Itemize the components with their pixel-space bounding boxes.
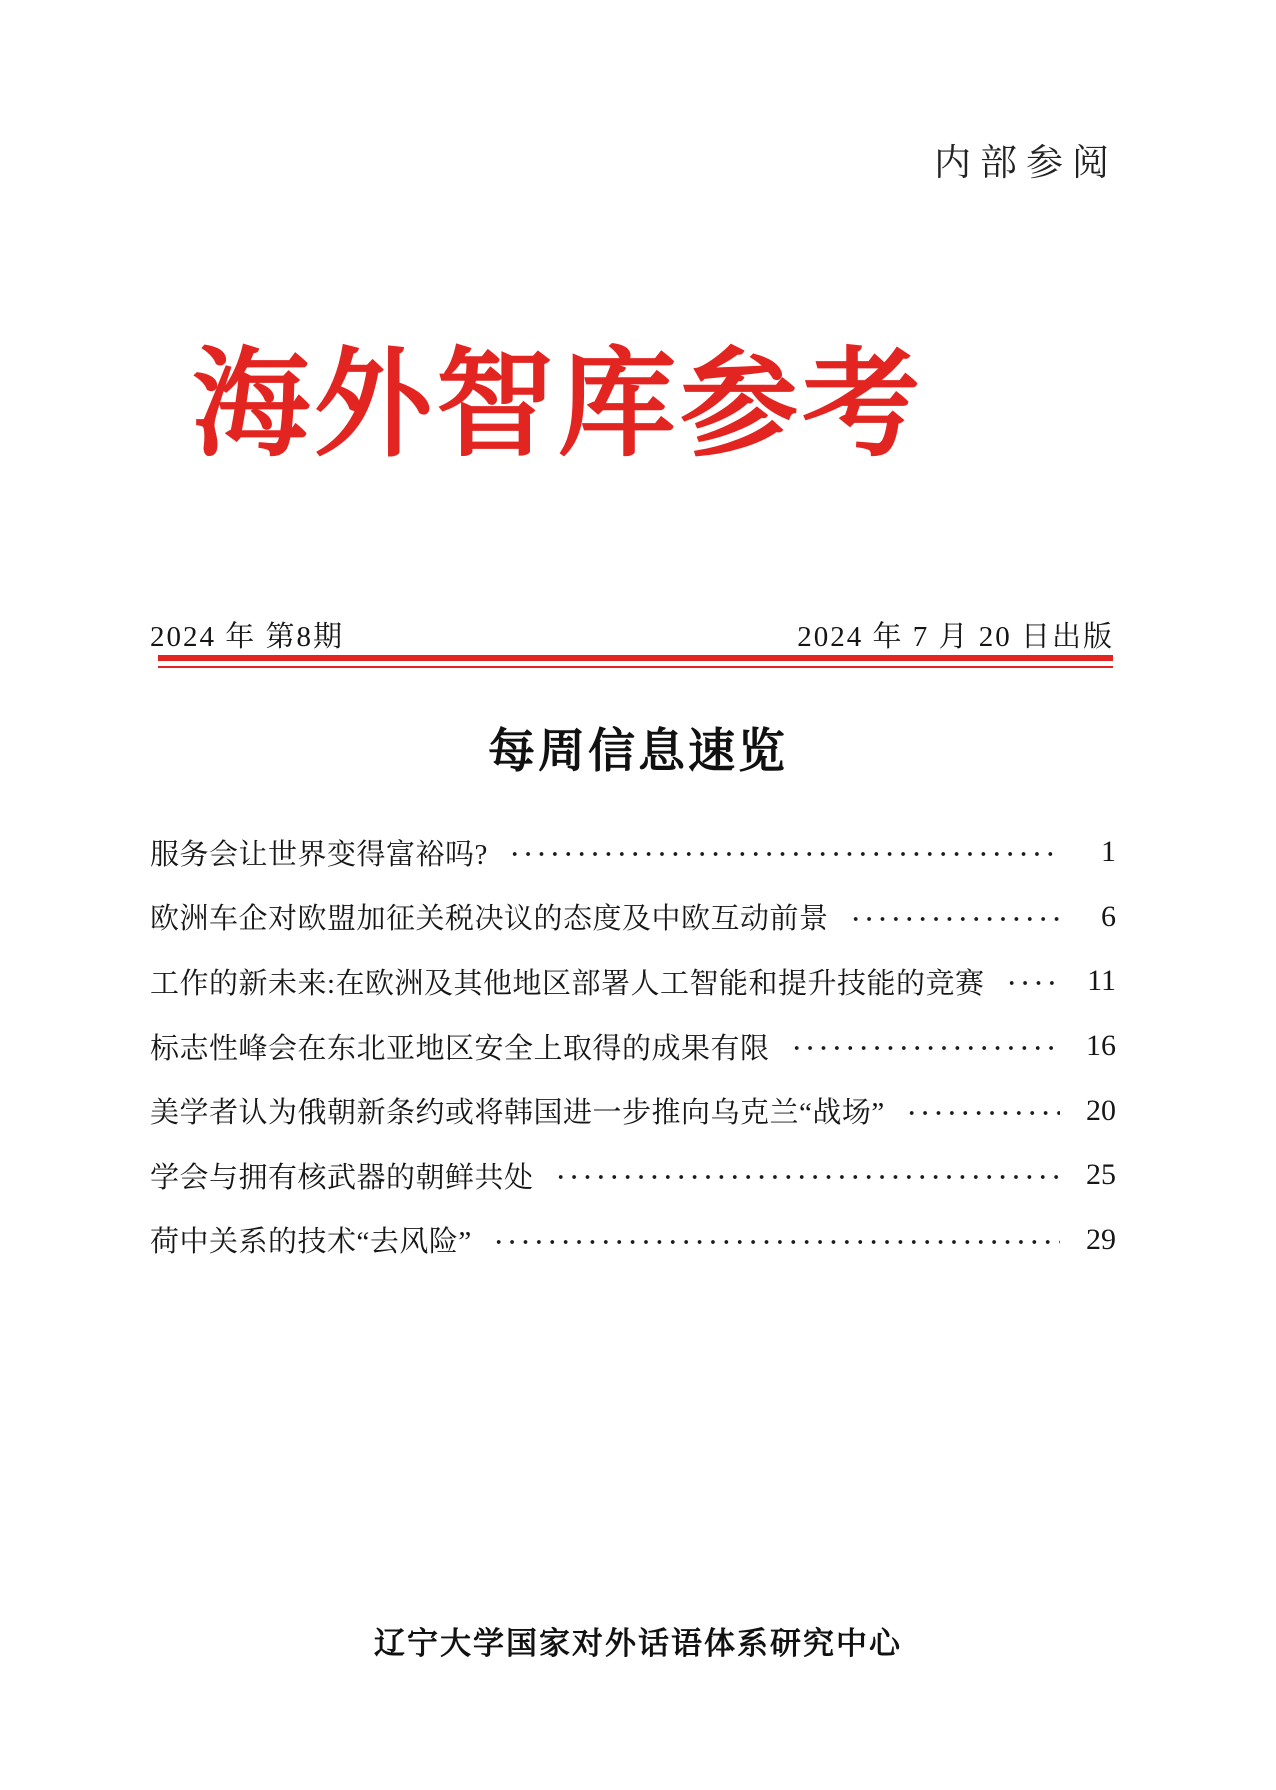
toc-entry-page: 11: [1087, 964, 1116, 998]
red-rule-thin: [158, 666, 1113, 668]
issue-number: 2024 年 第8期: [150, 621, 345, 653]
journal-title: 海外智库参考: [192, 340, 925, 471]
publisher-name: 辽宁大学国家对外话语体系研究中心: [374, 1626, 902, 1661]
toc-entry: [150, 1143, 1116, 1208]
toc-entry: [150, 1208, 1116, 1273]
toc-entry: [150, 1014, 1116, 1079]
toc-entry-title: 欧洲车企对欧盟加征关税决议的态度及中欧互动前景: [150, 903, 829, 936]
dot-leader: [554, 1174, 1060, 1180]
dot-leader: [790, 1045, 1060, 1051]
red-rule-thick: [158, 655, 1113, 661]
toc-entry-title: 学会与拥有核武器的朝鲜共处: [150, 1161, 534, 1194]
dot-leader: [508, 851, 1060, 857]
dot-leader: [905, 1110, 1060, 1116]
toc-entry-title: 服务会让世界变得富裕吗?: [150, 838, 488, 871]
dot-leader: [492, 1239, 1060, 1245]
toc-entry-title: 标志性峰会在东北亚地区安全上取得的成果有限: [150, 1032, 770, 1065]
issue-line: [150, 614, 1114, 655]
publish-date: 2024 年 7 月 20 日出版: [797, 621, 1114, 653]
toc-entry: [150, 949, 1116, 1014]
toc-entry-page: 20: [1086, 1093, 1116, 1127]
toc-entry-page: 29: [1086, 1222, 1116, 1256]
dot-leader: [849, 916, 1060, 922]
weekly-digest-heading: 每周信息速览: [488, 724, 788, 777]
dot-leader: [1005, 980, 1060, 986]
toc-entry-page: 6: [1101, 899, 1116, 933]
toc-entry-title: 荷中关系的技术“去风险”: [150, 1226, 472, 1259]
toc-entry-title: 工作的新未来:在欧洲及其他地区部署人工智能和提升技能的竞赛: [150, 967, 985, 1000]
toc-entry-page: 25: [1086, 1158, 1116, 1192]
toc-entry-page: 16: [1086, 1029, 1116, 1063]
toc-entry-page: 1: [1101, 835, 1116, 869]
toc-entry-title: 美学者认为俄朝新条约或将韩国进一步推向乌克兰“战场”: [150, 1097, 885, 1130]
toc-entry: [150, 885, 1116, 950]
internal-reference-label: 内部参阅: [934, 143, 1118, 184]
toc-entry: [150, 1078, 1116, 1143]
toc-entry: [150, 820, 1116, 885]
table-of-contents: [150, 820, 1116, 1272]
